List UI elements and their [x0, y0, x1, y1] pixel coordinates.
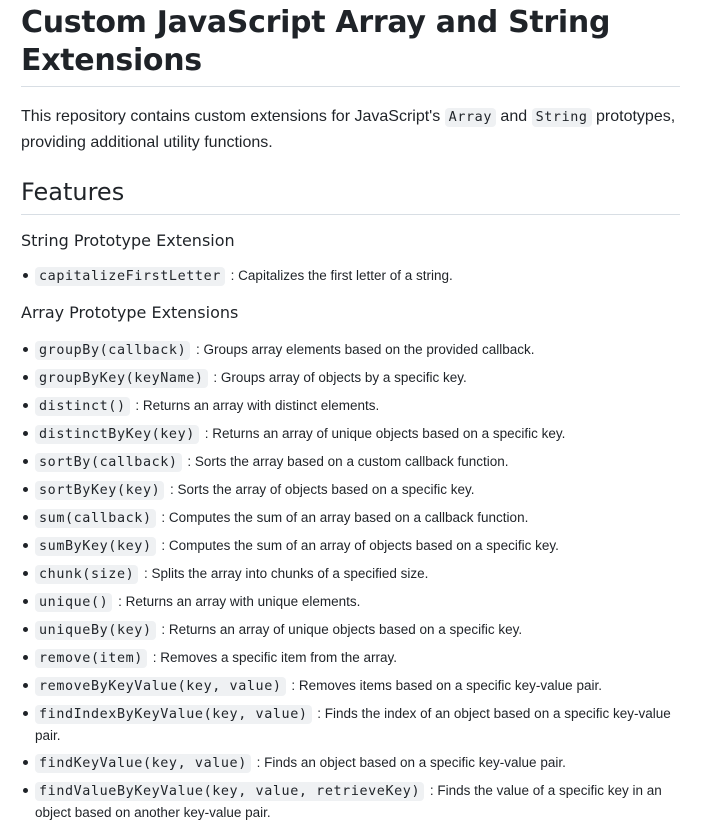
list-item [35, 752, 680, 774]
list-item [35, 563, 680, 585]
method-signature: uniqueBy(key) [35, 621, 156, 640]
array-section-heading: Array Prototype Extensions [21, 303, 239, 322]
method-signature: capitalizeFirstLetter [35, 267, 225, 286]
method-signature: findValueByKeyValue(key, value, retrieveKey) [35, 782, 424, 801]
method-signature: unique() [35, 593, 112, 612]
method-description: : Capitalizes the first letter of a string. [230, 268, 453, 283]
method-description: : Removes a specific item from the array. [152, 650, 398, 665]
intro-paragraph [21, 104, 680, 155]
method-description: : Groups array of objects by a specific key. [213, 370, 467, 385]
page-title: Custom JavaScript Array and String Extensions [21, 0, 680, 87]
method-signature: groupByKey(keyName) [35, 369, 208, 388]
list-item [35, 535, 680, 557]
list-item [35, 619, 680, 641]
method-signature: sum(callback) [35, 509, 156, 528]
method-signature: remove(item) [35, 649, 147, 668]
list-item [35, 479, 680, 501]
method-description: : Returns an array of unique objects based on a specific key. [204, 426, 566, 441]
method-signature: sortByKey(key) [35, 481, 164, 500]
method-description: : Finds an object based on a specific key-value pair. [256, 755, 566, 770]
intro-text-before: This repository contains custom extensions for JavaScript's [21, 108, 445, 125]
method-description: : Sorts the array based on a custom callback function. [187, 454, 509, 469]
method-description: : Computes the sum of an array based on a callback function. [161, 510, 529, 525]
method-signature: distinctByKey(key) [35, 425, 199, 444]
method-description: : Returns an array with unique elements. [118, 594, 361, 609]
list-item [35, 780, 680, 823]
list-item [35, 675, 680, 697]
list-item [35, 265, 680, 287]
features-heading: Features [21, 177, 680, 215]
method-signature: removeByKeyValue(key, value) [35, 677, 286, 696]
list-item [35, 507, 680, 529]
method-description: : Computes the sum of an array of objects based on a specific key. [161, 538, 559, 553]
method-description: : Groups array elements based on the provided callback. [196, 342, 535, 357]
list-item [35, 591, 680, 613]
method-signature: findKeyValue(key, value) [35, 754, 251, 773]
list-item [35, 339, 680, 361]
method-description: : Sorts the array of objects based on a specific key. [170, 482, 475, 497]
method-description: : Returns an array with distinct elements. [135, 398, 380, 413]
array-extension-list [21, 339, 680, 823]
method-signature: sumByKey(key) [35, 537, 156, 556]
intro-code-string: String [532, 108, 592, 127]
string-extension-list [21, 265, 680, 287]
intro-text-after: prototypes, providing additional utility functions. [21, 108, 676, 151]
method-description: : Returns an array of unique objects based on a specific key. [161, 622, 523, 637]
list-item [35, 423, 680, 445]
intro-code-array: Array [445, 108, 496, 127]
string-section-heading: String Prototype Extension [21, 231, 235, 250]
method-signature: findIndexByKeyValue(key, value) [35, 705, 312, 724]
method-signature: sortBy(callback) [35, 453, 182, 472]
method-signature: groupBy(callback) [35, 341, 190, 360]
list-item [35, 451, 680, 473]
method-description: : Splits the array into chunks of a specified size. [144, 566, 429, 581]
method-description: : Finds the value of a specific key in an object based on another key-value pair. [35, 783, 662, 820]
list-item [35, 367, 680, 389]
list-item [35, 703, 680, 746]
method-signature: distinct() [35, 397, 130, 416]
method-signature: chunk(size) [35, 565, 138, 584]
list-item [35, 647, 680, 669]
method-description: : Finds the index of an object based on a specific key-value pair. [35, 706, 671, 743]
list-item [35, 395, 680, 417]
method-description: : Removes items based on a specific key-value pair. [291, 678, 602, 693]
intro-text-middle: and [495, 108, 532, 125]
